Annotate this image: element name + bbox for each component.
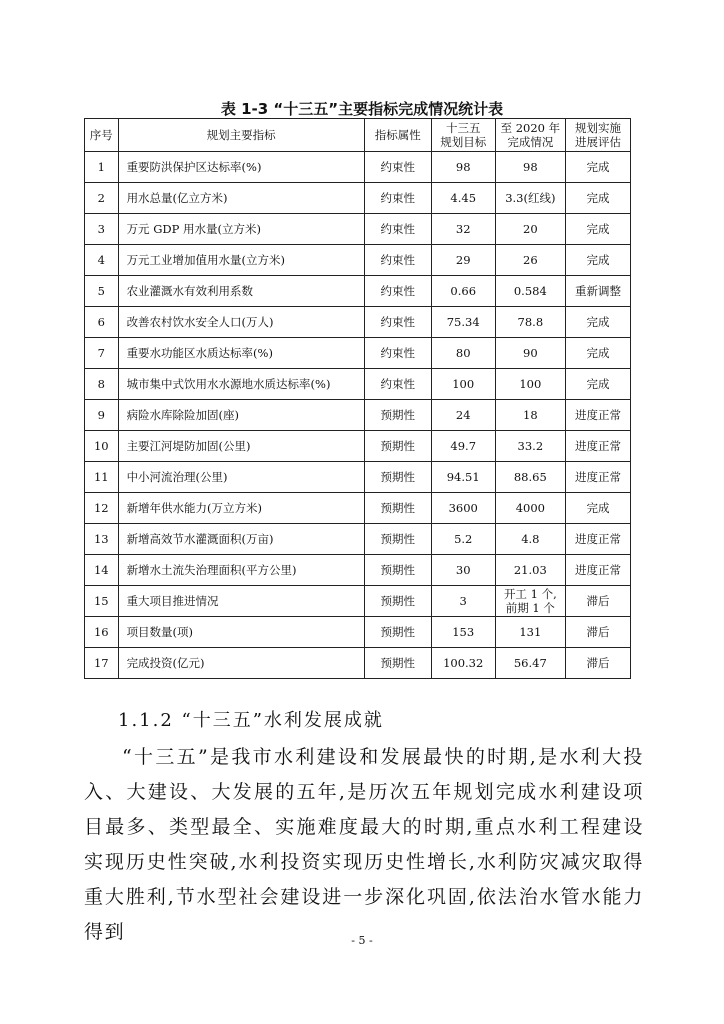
cell-type: 约束性 [364, 152, 431, 183]
table-row [85, 524, 631, 555]
cell-indicator: 新增水土流失治理面积(平方公里) [118, 555, 364, 586]
cell-target: 80 [431, 338, 495, 369]
table-row [85, 214, 631, 245]
table-row [85, 152, 631, 183]
cell-target: 0.66 [431, 276, 495, 307]
cell-indicator: 主要江河堤防加固(公里) [118, 431, 364, 462]
cell-evaluation: 滞后 [566, 617, 631, 648]
cell-actual: 90 [495, 338, 565, 369]
table-row [85, 493, 631, 524]
cell-indicator: 万元 GDP 用水量(立方米) [118, 214, 364, 245]
cell-no: 16 [85, 617, 119, 648]
cell-type: 预期性 [364, 400, 431, 431]
cell-no: 14 [85, 555, 119, 586]
cell-actual: 18 [495, 400, 565, 431]
cell-target: 3 [431, 586, 495, 617]
cell-indicator: 新增高效节水灌溉面积(万亩) [118, 524, 364, 555]
table-row [85, 369, 631, 400]
cell-evaluation: 完成 [566, 183, 631, 214]
cell-indicator: 病险水库除险加固(座) [118, 400, 364, 431]
cell-actual: 4.8 [495, 524, 565, 555]
cell-actual: 78.8 [495, 307, 565, 338]
cell-indicator: 用水总量(亿立方米) [118, 183, 364, 214]
table-row [85, 555, 631, 586]
cell-type: 约束性 [364, 183, 431, 214]
table-row [85, 431, 631, 462]
cell-type: 预期性 [364, 524, 431, 555]
cell-indicator: 中小河流治理(公里) [118, 462, 364, 493]
cell-no: 2 [85, 183, 119, 214]
cell-evaluation: 进度正常 [566, 555, 631, 586]
cell-indicator: 完成投资(亿元) [118, 648, 364, 679]
table-caption: 表 1-3 “十三五”主要指标完成情况统计表 [220, 100, 504, 118]
cell-indicator: 重要水功能区水质达标率(%) [118, 338, 364, 369]
cell-type: 预期性 [364, 586, 431, 617]
header-target: 十三五 规划目标 [431, 119, 495, 152]
cell-actual: 26 [495, 245, 565, 276]
cell-evaluation: 完成 [566, 307, 631, 338]
cell-indicator: 重大项目推进情况 [118, 586, 364, 617]
header-no: 序号 [85, 119, 119, 152]
cell-type: 约束性 [364, 214, 431, 245]
indicator-table [84, 118, 631, 679]
table-row [85, 276, 631, 307]
cell-no: 12 [85, 493, 119, 524]
cell-type: 预期性 [364, 555, 431, 586]
cell-no: 1 [85, 152, 119, 183]
cell-evaluation: 完成 [566, 369, 631, 400]
cell-no: 15 [85, 586, 119, 617]
cell-evaluation: 进度正常 [566, 431, 631, 462]
cell-indicator: 重要防洪保护区达标率(%) [118, 152, 364, 183]
cell-no: 11 [85, 462, 119, 493]
cell-actual: 98 [495, 152, 565, 183]
table-row [85, 245, 631, 276]
cell-no: 8 [85, 369, 119, 400]
table-row [85, 462, 631, 493]
cell-evaluation: 完成 [566, 214, 631, 245]
cell-evaluation: 进度正常 [566, 462, 631, 493]
cell-target: 100 [431, 369, 495, 400]
cell-actual: 56.47 [495, 648, 565, 679]
cell-indicator: 新增年供水能力(万立方米) [118, 493, 364, 524]
cell-indicator: 万元工业增加值用水量(立方米) [118, 245, 364, 276]
cell-evaluation: 完成 [566, 338, 631, 369]
cell-evaluation: 进度正常 [566, 400, 631, 431]
cell-target: 75.34 [431, 307, 495, 338]
cell-target: 98 [431, 152, 495, 183]
cell-actual: 4000 [495, 493, 565, 524]
cell-actual: 21.03 [495, 555, 565, 586]
header-type: 指标属性 [364, 119, 431, 152]
cell-actual: 20 [495, 214, 565, 245]
cell-evaluation: 完成 [566, 152, 631, 183]
section-heading: 1.1.2 “十三五”水利发展成就 [118, 710, 384, 731]
cell-indicator: 城市集中式饮用水水源地水质达标率(%) [118, 369, 364, 400]
cell-target: 4.45 [431, 183, 495, 214]
cell-actual: 33.2 [495, 431, 565, 462]
cell-no: 4 [85, 245, 119, 276]
cell-no: 17 [85, 648, 119, 679]
cell-target: 29 [431, 245, 495, 276]
cell-type: 预期性 [364, 617, 431, 648]
cell-target: 100.32 [431, 648, 495, 679]
table-row [85, 648, 631, 679]
cell-type: 预期性 [364, 648, 431, 679]
cell-no: 9 [85, 400, 119, 431]
cell-evaluation: 完成 [566, 493, 631, 524]
table-row [85, 617, 631, 648]
cell-target: 24 [431, 400, 495, 431]
cell-evaluation: 滞后 [566, 648, 631, 679]
header-indicator: 规划主要指标 [118, 119, 364, 152]
cell-type: 约束性 [364, 338, 431, 369]
cell-target: 30 [431, 555, 495, 586]
cell-evaluation: 滞后 [566, 586, 631, 617]
cell-no: 6 [85, 307, 119, 338]
cell-indicator: 改善农村饮水安全人口(万人) [118, 307, 364, 338]
cell-no: 13 [85, 524, 119, 555]
cell-type: 约束性 [364, 307, 431, 338]
table-row [85, 338, 631, 369]
cell-type: 预期性 [364, 462, 431, 493]
cell-no: 7 [85, 338, 119, 369]
cell-evaluation: 重新调整 [566, 276, 631, 307]
cell-target: 94.51 [431, 462, 495, 493]
table-row [85, 307, 631, 338]
page-number: - 5 - [351, 934, 373, 947]
cell-evaluation: 完成 [566, 245, 631, 276]
table-header-row [85, 119, 631, 152]
cell-actual: 3.3(红线) [495, 183, 565, 214]
cell-type: 约束性 [364, 245, 431, 276]
cell-target: 49.7 [431, 431, 495, 462]
table-row [85, 183, 631, 214]
cell-target: 5.2 [431, 524, 495, 555]
cell-type: 预期性 [364, 493, 431, 524]
header-actual: 至 2020 年 完成情况 [495, 119, 565, 152]
cell-actual: 0.584 [495, 276, 565, 307]
cell-type: 预期性 [364, 431, 431, 462]
cell-no: 3 [85, 214, 119, 245]
cell-indicator: 项目数量(项) [118, 617, 364, 648]
cell-indicator: 农业灌溉水有效利用系数 [118, 276, 364, 307]
table-row [85, 586, 631, 617]
cell-actual: 131 [495, 617, 565, 648]
body-text [84, 740, 644, 950]
table-row [85, 400, 631, 431]
cell-actual: 88.65 [495, 462, 565, 493]
cell-no: 10 [85, 431, 119, 462]
cell-type: 约束性 [364, 369, 431, 400]
cell-target: 153 [431, 617, 495, 648]
cell-actual: 开工 1 个, 前期 1 个 [495, 586, 565, 617]
cell-target: 3600 [431, 493, 495, 524]
cell-no: 5 [85, 276, 119, 307]
header-evaluation: 规划实施 进展评估 [566, 119, 631, 152]
paragraph: “十三五”是我市水利建设和发展最快的时期,是水利大投入、大建设、大发展的五年,是历次五年规划完成水利建设项目最多、类型最全、实施难度最大的时期,重点水利工程建设实现历史性突破,水利投资实现历史性增长,水利防灾减灾取得重大胜利,节水型社会建设进一步深化巩固,依法治水管水能力得到 [84, 746, 644, 943]
cell-evaluation: 进度正常 [566, 524, 631, 555]
cell-actual: 100 [495, 369, 565, 400]
cell-type: 约束性 [364, 276, 431, 307]
cell-target: 32 [431, 214, 495, 245]
